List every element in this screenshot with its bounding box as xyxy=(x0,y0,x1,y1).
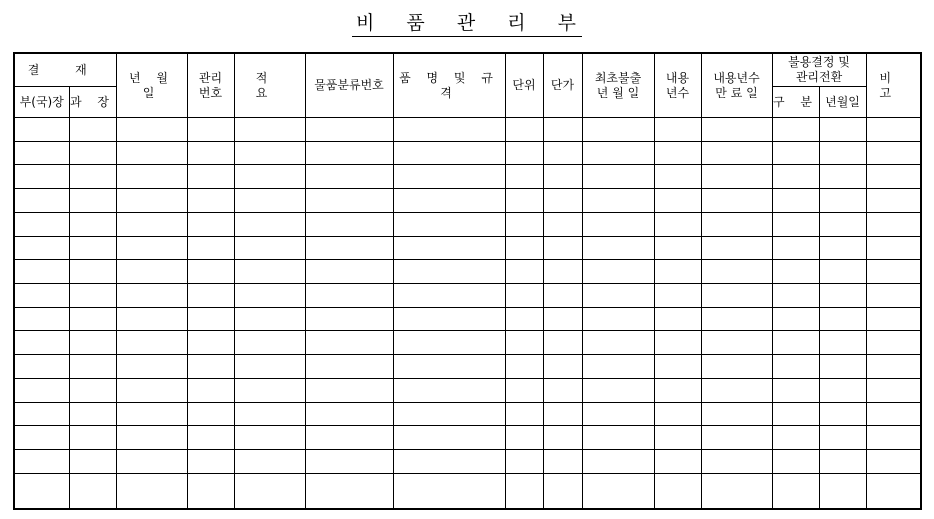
table-cell[interactable] xyxy=(393,118,505,142)
table-cell[interactable] xyxy=(582,378,654,402)
table-row xyxy=(14,426,921,450)
table-cell[interactable] xyxy=(701,355,772,379)
table-cell[interactable] xyxy=(505,307,543,331)
table-cell[interactable] xyxy=(187,331,234,355)
table-cell[interactable] xyxy=(14,307,69,331)
table-cell[interactable] xyxy=(305,284,393,308)
table-cell[interactable] xyxy=(819,141,866,165)
table-cell[interactable] xyxy=(543,236,582,260)
table-cell[interactable] xyxy=(772,307,819,331)
header-approval: 결 재 xyxy=(14,53,116,87)
table-cell[interactable] xyxy=(393,331,505,355)
header-management-number: 관리 번호 xyxy=(187,53,234,118)
header-disuse-transfer: 불용결정 및 관리전환 xyxy=(772,53,866,87)
table-cell[interactable] xyxy=(69,307,116,331)
table-cell[interactable] xyxy=(505,236,543,260)
table-row xyxy=(14,189,921,213)
table-cell[interactable] xyxy=(305,355,393,379)
table-cell[interactable] xyxy=(234,260,305,284)
table-cell[interactable] xyxy=(819,331,866,355)
table-cell[interactable] xyxy=(69,212,116,236)
table-cell[interactable] xyxy=(701,260,772,284)
table-cell[interactable] xyxy=(654,355,701,379)
table-cell[interactable] xyxy=(116,141,187,165)
table-cell[interactable] xyxy=(69,260,116,284)
table-cell[interactable] xyxy=(187,260,234,284)
table-cell[interactable] xyxy=(654,331,701,355)
table-cell[interactable] xyxy=(116,165,187,189)
table-cell[interactable] xyxy=(505,260,543,284)
table-cell[interactable] xyxy=(234,212,305,236)
header-unit: 단위 xyxy=(505,53,543,118)
table-cell[interactable] xyxy=(505,212,543,236)
table-cell[interactable] xyxy=(305,118,393,142)
table-cell[interactable] xyxy=(582,402,654,426)
table-cell[interactable] xyxy=(582,307,654,331)
table-cell[interactable] xyxy=(772,355,819,379)
table-cell[interactable] xyxy=(234,284,305,308)
table-row xyxy=(14,141,921,165)
table-cell[interactable] xyxy=(14,212,69,236)
table-cell[interactable] xyxy=(701,473,772,509)
header-row-1 xyxy=(14,53,921,87)
table-cell[interactable] xyxy=(866,212,921,236)
form-title xyxy=(0,8,934,37)
header-category-number: 물품분류번호 xyxy=(305,53,393,118)
table-cell[interactable] xyxy=(393,212,505,236)
table-cell[interactable] xyxy=(654,378,701,402)
table-cell[interactable] xyxy=(14,378,69,402)
table-cell[interactable] xyxy=(393,165,505,189)
table-cell[interactable] xyxy=(819,402,866,426)
table-cell[interactable] xyxy=(582,473,654,509)
table-cell[interactable] xyxy=(305,260,393,284)
table-cell[interactable] xyxy=(69,284,116,308)
table-cell[interactable] xyxy=(819,473,866,509)
table-cell[interactable] xyxy=(819,378,866,402)
table-cell[interactable] xyxy=(543,331,582,355)
table-cell[interactable] xyxy=(505,118,543,142)
table-cell[interactable] xyxy=(305,426,393,450)
table-cell[interactable] xyxy=(187,307,234,331)
table-cell[interactable] xyxy=(69,141,116,165)
table-cell[interactable] xyxy=(866,284,921,308)
table-cell[interactable] xyxy=(543,355,582,379)
table-cell[interactable] xyxy=(582,141,654,165)
table-cell[interactable] xyxy=(543,212,582,236)
table-row xyxy=(14,165,921,189)
table-cell[interactable] xyxy=(543,189,582,213)
table-cell[interactable] xyxy=(866,473,921,509)
table-cell[interactable] xyxy=(582,450,654,474)
table-row xyxy=(14,473,921,509)
table-cell[interactable] xyxy=(701,118,772,142)
table-cell[interactable] xyxy=(14,189,69,213)
table-cell[interactable] xyxy=(582,355,654,379)
table-cell[interactable] xyxy=(819,307,866,331)
table-cell[interactable] xyxy=(505,426,543,450)
table-cell[interactable] xyxy=(701,450,772,474)
table-cell[interactable] xyxy=(582,189,654,213)
table-cell[interactable] xyxy=(305,212,393,236)
table-cell[interactable] xyxy=(701,165,772,189)
fixture-ledger-table xyxy=(13,52,922,510)
table-cell[interactable] xyxy=(701,331,772,355)
table-cell[interactable] xyxy=(772,118,819,142)
table-cell[interactable] xyxy=(69,236,116,260)
table-cell[interactable] xyxy=(701,284,772,308)
table-cell[interactable] xyxy=(819,189,866,213)
table-cell[interactable] xyxy=(866,307,921,331)
table-cell[interactable] xyxy=(654,165,701,189)
table-cell[interactable] xyxy=(543,165,582,189)
table-cell[interactable] xyxy=(393,473,505,509)
header-approval-section-head: 과 장 xyxy=(69,87,116,118)
table-row xyxy=(14,402,921,426)
table-cell[interactable] xyxy=(866,378,921,402)
table-cell[interactable] xyxy=(866,402,921,426)
table-cell[interactable] xyxy=(772,473,819,509)
table-cell[interactable] xyxy=(14,450,69,474)
table-cell[interactable] xyxy=(505,189,543,213)
form-title-text: 비 품 관 리 부 xyxy=(352,8,582,37)
table-cell[interactable] xyxy=(234,165,305,189)
table-cell[interactable] xyxy=(866,260,921,284)
table-cell[interactable] xyxy=(116,473,187,509)
table-cell[interactable] xyxy=(305,450,393,474)
header-useful-life: 내용 년수 xyxy=(654,53,701,118)
table-cell[interactable] xyxy=(305,307,393,331)
table-cell[interactable] xyxy=(819,118,866,142)
table-cell[interactable] xyxy=(701,307,772,331)
table-cell[interactable] xyxy=(582,118,654,142)
table-cell[interactable] xyxy=(654,212,701,236)
table-cell[interactable] xyxy=(187,118,234,142)
table-cell[interactable] xyxy=(866,236,921,260)
table-cell[interactable] xyxy=(654,307,701,331)
table-cell[interactable] xyxy=(654,260,701,284)
table-cell[interactable] xyxy=(305,141,393,165)
table-cell[interactable] xyxy=(116,236,187,260)
table-cell[interactable] xyxy=(772,236,819,260)
table-cell[interactable] xyxy=(393,450,505,474)
table-cell[interactable] xyxy=(69,402,116,426)
table-cell[interactable] xyxy=(654,118,701,142)
table-cell[interactable] xyxy=(543,284,582,308)
table-cell[interactable] xyxy=(14,236,69,260)
table-cell[interactable] xyxy=(393,284,505,308)
table-cell[interactable] xyxy=(14,165,69,189)
table-cell[interactable] xyxy=(582,165,654,189)
table-cell[interactable] xyxy=(772,426,819,450)
table-cell[interactable] xyxy=(701,426,772,450)
table-cell[interactable] xyxy=(116,118,187,142)
header-summary: 적 요 xyxy=(234,53,305,118)
table-cell[interactable] xyxy=(234,236,305,260)
table-cell[interactable] xyxy=(187,212,234,236)
table-cell[interactable] xyxy=(772,284,819,308)
table-cell[interactable] xyxy=(866,450,921,474)
table-cell[interactable] xyxy=(393,378,505,402)
table-cell[interactable] xyxy=(582,212,654,236)
table-cell[interactable] xyxy=(14,260,69,284)
table-cell[interactable] xyxy=(543,118,582,142)
table-cell[interactable] xyxy=(69,189,116,213)
table-row xyxy=(14,378,921,402)
table-cell[interactable] xyxy=(543,307,582,331)
table-row xyxy=(14,331,921,355)
table-cell[interactable] xyxy=(866,355,921,379)
table-cell[interactable] xyxy=(866,118,921,142)
table-cell[interactable] xyxy=(654,450,701,474)
table-cell[interactable] xyxy=(654,189,701,213)
table-cell[interactable] xyxy=(187,141,234,165)
table-cell[interactable] xyxy=(187,236,234,260)
table-cell[interactable] xyxy=(866,426,921,450)
table-cell[interactable] xyxy=(582,426,654,450)
table-cell[interactable] xyxy=(69,473,116,509)
table-cell[interactable] xyxy=(187,355,234,379)
header-unit-price: 단가 xyxy=(543,53,582,118)
table-cell[interactable] xyxy=(772,212,819,236)
table-cell[interactable] xyxy=(393,236,505,260)
table-cell[interactable] xyxy=(234,402,305,426)
header-life-end-date: 내용년수 만 료 일 xyxy=(701,53,772,118)
header-approval-dept-head: 부(국)장 xyxy=(14,87,69,118)
header-remarks: 비 고 xyxy=(866,53,921,118)
table-cell[interactable] xyxy=(393,141,505,165)
table-cell[interactable] xyxy=(654,426,701,450)
table-cell[interactable] xyxy=(393,402,505,426)
table-cell[interactable] xyxy=(582,331,654,355)
table-cell[interactable] xyxy=(819,355,866,379)
table-cell[interactable] xyxy=(505,378,543,402)
header-name-and-spec: 품 명 및 규 격 xyxy=(393,53,505,118)
table-row xyxy=(14,355,921,379)
table-cell[interactable] xyxy=(116,307,187,331)
table-cell[interactable] xyxy=(116,426,187,450)
table-cell[interactable] xyxy=(701,212,772,236)
table-cell[interactable] xyxy=(701,378,772,402)
table-cell[interactable] xyxy=(187,473,234,509)
table-cell[interactable] xyxy=(234,450,305,474)
table-cell[interactable] xyxy=(116,450,187,474)
table-cell[interactable] xyxy=(14,426,69,450)
header-first-dispatch-date: 최초불출 년 월 일 xyxy=(582,53,654,118)
table-cell[interactable] xyxy=(505,450,543,474)
table-cell[interactable] xyxy=(654,402,701,426)
table-cell[interactable] xyxy=(69,165,116,189)
table-cell[interactable] xyxy=(305,378,393,402)
table-cell[interactable] xyxy=(866,331,921,355)
table-cell[interactable] xyxy=(772,141,819,165)
table-cell[interactable] xyxy=(69,355,116,379)
table-cell[interactable] xyxy=(819,165,866,189)
table-cell[interactable] xyxy=(866,165,921,189)
table-cell[interactable] xyxy=(69,450,116,474)
table-cell[interactable] xyxy=(14,331,69,355)
table-cell[interactable] xyxy=(654,473,701,509)
table-cell[interactable] xyxy=(654,284,701,308)
table-cell[interactable] xyxy=(543,141,582,165)
table-cell[interactable] xyxy=(701,141,772,165)
table-cell[interactable] xyxy=(234,473,305,509)
table-cell[interactable] xyxy=(543,378,582,402)
table-cell[interactable] xyxy=(505,141,543,165)
table-cell[interactable] xyxy=(819,426,866,450)
table-cell[interactable] xyxy=(305,189,393,213)
table-cell[interactable] xyxy=(14,355,69,379)
table-cell[interactable] xyxy=(305,165,393,189)
table-cell[interactable] xyxy=(505,331,543,355)
table-cell[interactable] xyxy=(543,402,582,426)
table-cell[interactable] xyxy=(505,355,543,379)
table-cell[interactable] xyxy=(819,284,866,308)
table-cell[interactable] xyxy=(772,402,819,426)
table-cell[interactable] xyxy=(69,426,116,450)
table-cell[interactable] xyxy=(14,284,69,308)
table-cell[interactable] xyxy=(819,236,866,260)
table-cell[interactable] xyxy=(234,355,305,379)
table-row xyxy=(14,118,921,142)
table-cell[interactable] xyxy=(819,450,866,474)
table-cell[interactable] xyxy=(772,260,819,284)
table-cell[interactable] xyxy=(505,284,543,308)
table-cell[interactable] xyxy=(543,450,582,474)
table-cell[interactable] xyxy=(505,402,543,426)
table-cell[interactable] xyxy=(654,141,701,165)
table-cell[interactable] xyxy=(701,402,772,426)
table-cell[interactable] xyxy=(701,236,772,260)
table-cell[interactable] xyxy=(14,141,69,165)
table-cell[interactable] xyxy=(116,378,187,402)
table-cell[interactable] xyxy=(701,189,772,213)
table-cell[interactable] xyxy=(234,378,305,402)
table-row xyxy=(14,450,921,474)
header-disuse-type: 구 분 xyxy=(772,87,819,118)
table-cell[interactable] xyxy=(187,402,234,426)
table-cell[interactable] xyxy=(116,212,187,236)
table-cell[interactable] xyxy=(187,378,234,402)
table-cell[interactable] xyxy=(116,331,187,355)
table-cell[interactable] xyxy=(116,284,187,308)
table-cell[interactable] xyxy=(69,331,116,355)
table-cell[interactable] xyxy=(116,260,187,284)
table-cell[interactable] xyxy=(187,450,234,474)
table-cell[interactable] xyxy=(393,260,505,284)
table-cell[interactable] xyxy=(187,165,234,189)
table-cell[interactable] xyxy=(819,212,866,236)
table-cell[interactable] xyxy=(305,402,393,426)
table-cell[interactable] xyxy=(305,236,393,260)
table-cell[interactable] xyxy=(234,331,305,355)
header-date: 년 월 일 xyxy=(116,53,187,118)
table-cell[interactable] xyxy=(505,165,543,189)
table-cell[interactable] xyxy=(305,331,393,355)
table-cell[interactable] xyxy=(14,473,69,509)
table-cell[interactable] xyxy=(772,378,819,402)
table-cell[interactable] xyxy=(772,165,819,189)
table-cell[interactable] xyxy=(187,426,234,450)
table-cell[interactable] xyxy=(772,189,819,213)
table-cell[interactable] xyxy=(234,426,305,450)
table-cell[interactable] xyxy=(116,189,187,213)
table-cell[interactable] xyxy=(187,284,234,308)
table-cell[interactable] xyxy=(116,355,187,379)
table-cell[interactable] xyxy=(543,260,582,284)
table-cell[interactable] xyxy=(234,141,305,165)
table-cell[interactable] xyxy=(582,284,654,308)
table-cell[interactable] xyxy=(819,260,866,284)
table-cell[interactable] xyxy=(393,426,505,450)
table-cell[interactable] xyxy=(234,307,305,331)
table-cell[interactable] xyxy=(654,236,701,260)
table-cell[interactable] xyxy=(543,473,582,509)
table-cell[interactable] xyxy=(14,118,69,142)
table-cell[interactable] xyxy=(543,426,582,450)
table-row xyxy=(14,284,921,308)
table-cell[interactable] xyxy=(14,402,69,426)
table-cell[interactable] xyxy=(116,402,187,426)
table-cell[interactable] xyxy=(505,473,543,509)
table-cell[interactable] xyxy=(772,331,819,355)
table-cell[interactable] xyxy=(582,236,654,260)
table-row xyxy=(14,212,921,236)
table-cell[interactable] xyxy=(234,189,305,213)
table-cell[interactable] xyxy=(393,307,505,331)
table-cell[interactable] xyxy=(582,260,654,284)
table-cell[interactable] xyxy=(866,141,921,165)
table-cell[interactable] xyxy=(866,189,921,213)
header-disuse-date: 년월일 xyxy=(819,87,866,118)
table-row xyxy=(14,260,921,284)
table-row xyxy=(14,236,921,260)
table-cell[interactable] xyxy=(69,378,116,402)
table-cell[interactable] xyxy=(772,450,819,474)
table-cell[interactable] xyxy=(305,473,393,509)
table-cell[interactable] xyxy=(393,189,505,213)
table-cell[interactable] xyxy=(187,189,234,213)
table-cell[interactable] xyxy=(393,355,505,379)
table-cell[interactable] xyxy=(234,118,305,142)
table-row xyxy=(14,307,921,331)
table-cell[interactable] xyxy=(69,118,116,142)
